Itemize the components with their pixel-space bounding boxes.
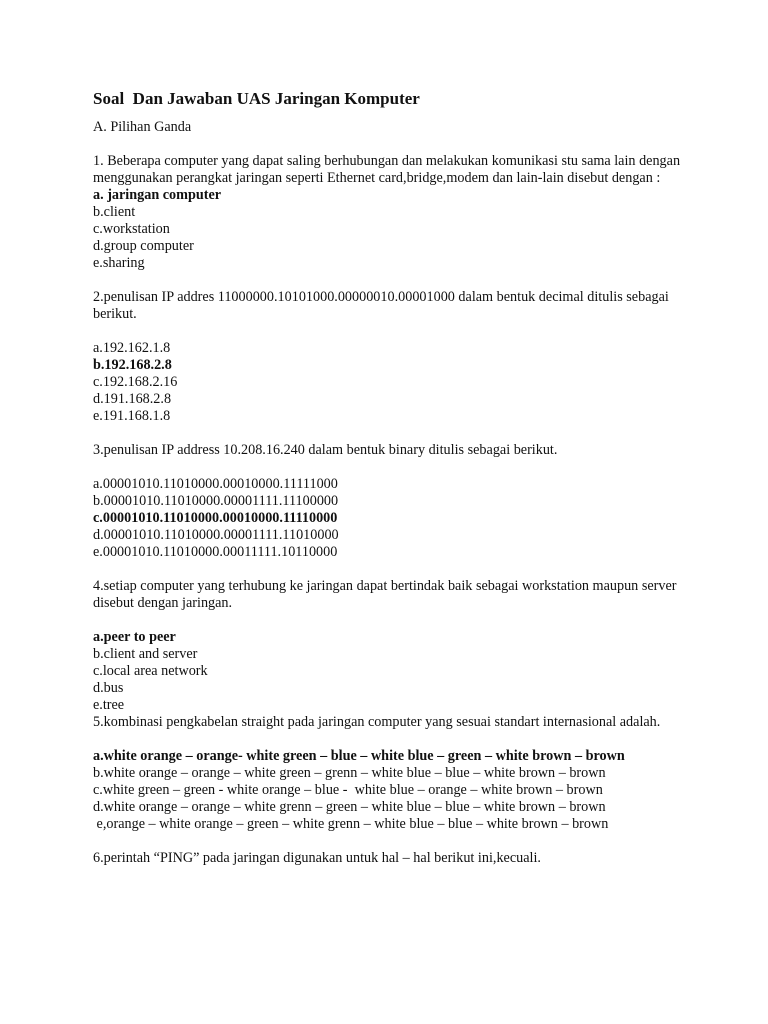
answer-option: a.192.162.1.8 (93, 340, 171, 356)
answer-option: a. jaringan computer (93, 187, 222, 203)
answer-option: d.bus (93, 680, 124, 696)
answer-option: d.group computer (93, 238, 194, 254)
answer-option: a.00001010.11010000.00010000.11111000 (93, 476, 338, 492)
question-1 (93, 153, 693, 272)
answer-option: d.white orange – orange – white grenn – green – white blue – blue – white brown – brown (93, 799, 606, 815)
answer-option: b.white orange – orange – white green – grenn – white blue – blue – white brown – brown (93, 765, 606, 781)
question-6 (93, 850, 693, 867)
document-title: Soal Dan Jawaban UAS Jaringan Komputer (93, 89, 420, 108)
answer-option: e.191.168.1.8 (93, 408, 171, 424)
answer-option: e.tree (93, 697, 125, 713)
question-text: 5.kombinasi pengkabelan straight pada jaringan computer yang sesuai standart internasional adalah. (93, 714, 661, 730)
answer-option: c.192.168.2.16 (93, 374, 178, 390)
answer-option: e,orange – white orange – green – white grenn – white blue – blue – white brown – brown (93, 816, 609, 832)
answer-option: b.client and server (93, 646, 198, 662)
question-text: 1. Beberapa computer yang dapat saling berhubungan dan melakukan komunikasi stu sama lain dengan menggunakan perangkat jaringan seperti Ethernet card,bridge,modem dan lain-lain disebut dengan : (93, 153, 681, 186)
answer-option: a.peer to peer (93, 629, 176, 645)
answer-option: e.sharing (93, 255, 145, 271)
answer-option: b.client (93, 204, 136, 220)
answer-option: b.00001010.11010000.00001111.11100000 (93, 493, 339, 509)
question-2 (93, 289, 693, 425)
answer-option: c.workstation (93, 221, 170, 237)
answer-option: b.192.168.2.8 (93, 357, 172, 373)
answer-option: d.00001010.11010000.00001111.11010000 (93, 527, 339, 543)
question-3 (93, 442, 693, 561)
question-text: 3.penulisan IP address 10.208.16.240 dalam bentuk binary ditulis sebagai berikut. (93, 442, 558, 458)
answer-option: c.local area network (93, 663, 208, 679)
answer-option: d.191.168.2.8 (93, 391, 172, 407)
question-4 (93, 578, 693, 714)
section-heading: A. Pilihan Ganda (93, 119, 192, 135)
answer-option: e.00001010.11010000.00011111.10110000 (93, 544, 338, 560)
question-5 (93, 714, 693, 833)
answer-option: a.white orange – orange- white green – blue – white blue – green – white brown – brown (93, 748, 625, 764)
answer-option: c.00001010.11010000.00010000.11110000 (93, 510, 338, 526)
question-text: 4.setiap computer yang terhubung ke jaringan dapat bertindak baik sebagai workstation maupun server disebut dengan jaringan. (93, 578, 677, 611)
question-text: 2.penulisan IP addres 11000000.10101000.00000010.00001000 dalam bentuk decimal ditulis sebagai berikut. (93, 289, 669, 322)
document-content (93, 89, 693, 867)
answer-option: c.white green – green - white orange – blue - white blue – orange – white brown – brown (93, 782, 603, 798)
question-text: 6.perintah “PING” pada jaringan digunakan untuk hal – hal berikut ini,kecuali. (93, 850, 541, 866)
